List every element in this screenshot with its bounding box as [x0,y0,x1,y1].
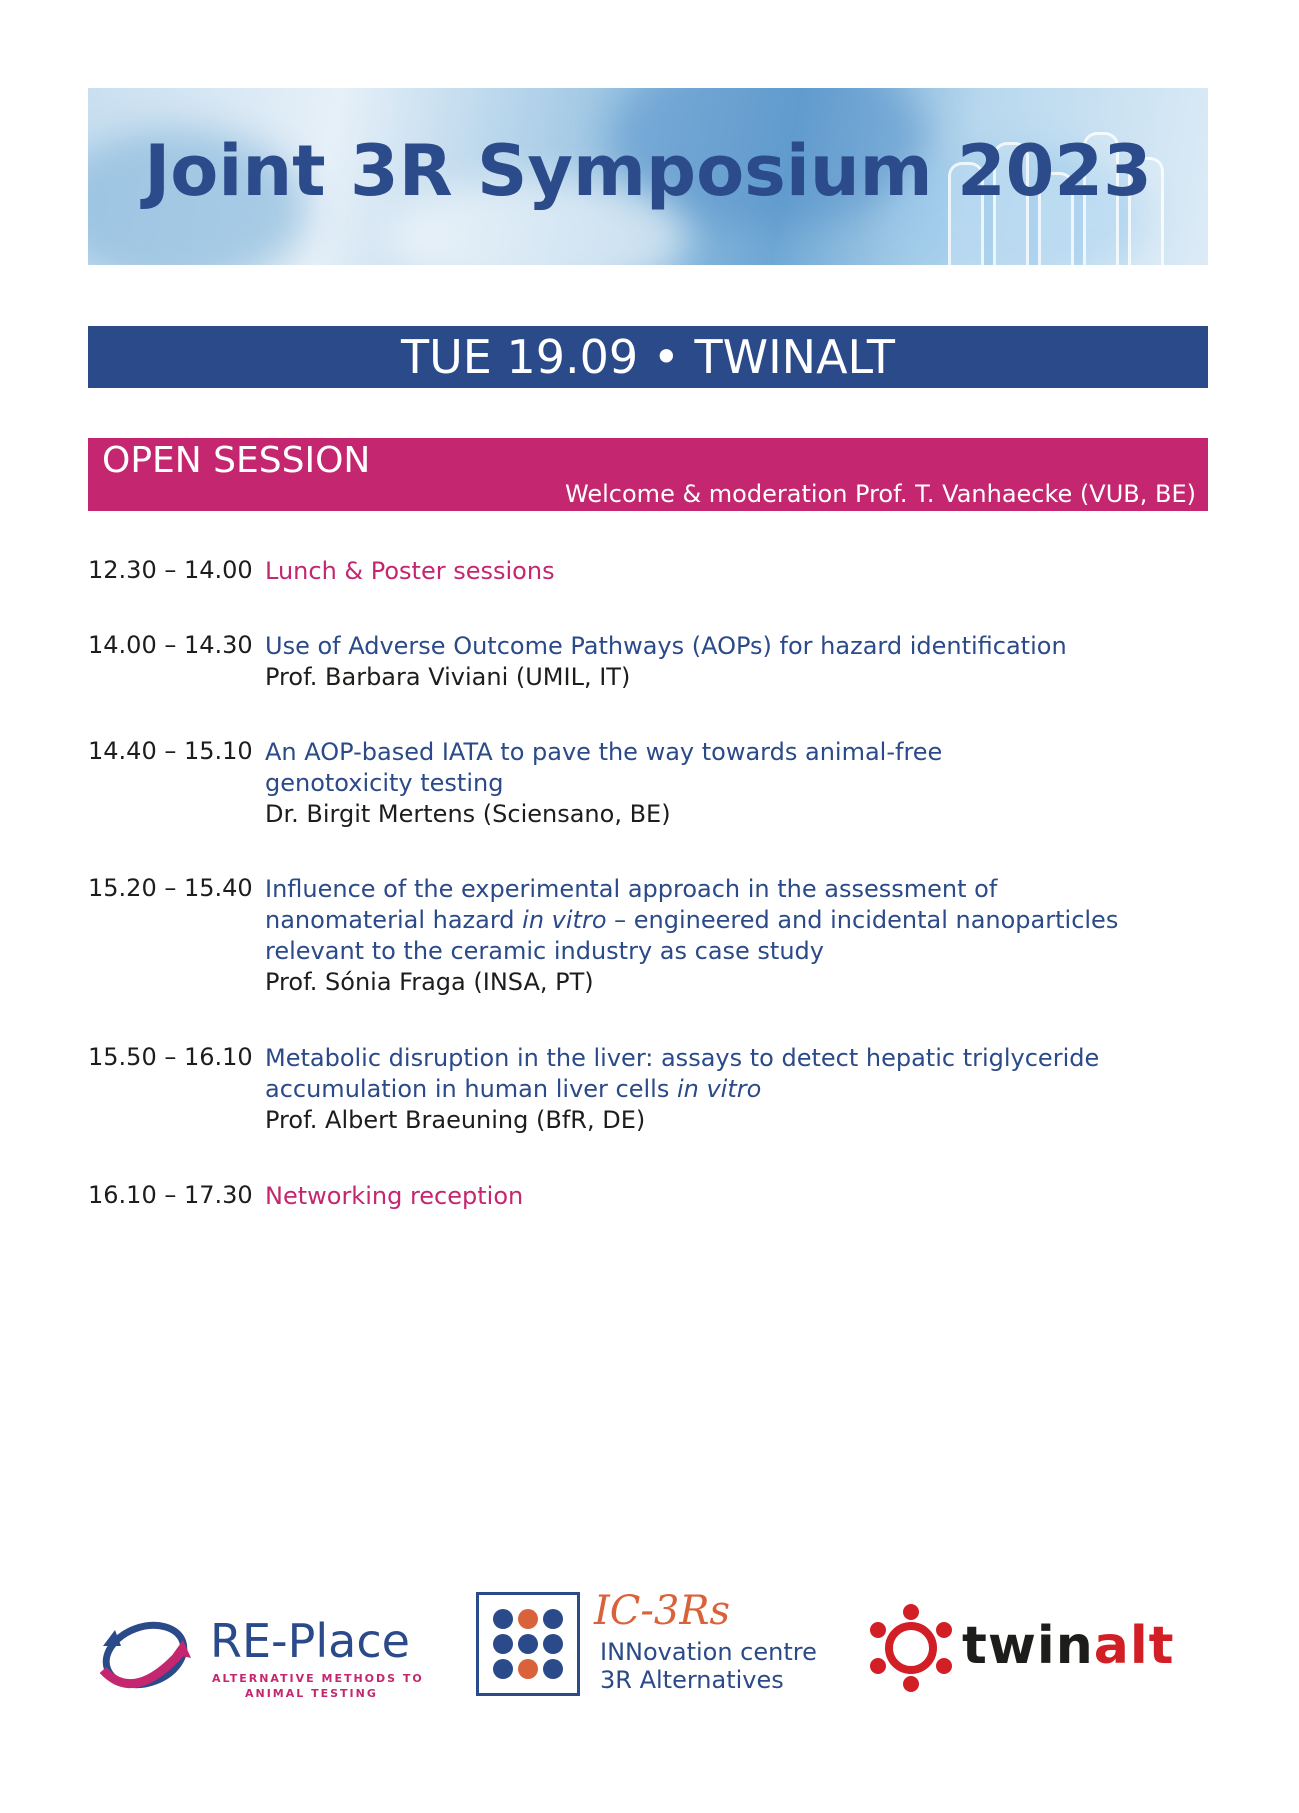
twinalt-people-icon [866,1602,956,1694]
ic3rs-line2: 3R Alternatives [600,1666,784,1694]
session-subtitle: Welcome & moderation Prof. T. Vanhaecke (VUB, BE) [565,480,1196,508]
session-title: OPEN SESSION [102,440,371,481]
program-title: An AOP-based IATA to pave the way towards animal-free [265,738,943,766]
program-title-line2: genotoxicity testing [265,769,504,797]
program-time: 12.30 – 14.00 [88,556,253,584]
twinalt-logo [866,1602,1196,1702]
ic3rs-dots-icon [476,1592,580,1696]
program-speaker: Prof. Barbara Viviani (UMIL, IT) [265,663,631,691]
replace-arrows-icon [95,1610,195,1700]
ic3rs-logo [476,1588,836,1702]
program-title: Lunch & Poster sessions [265,557,555,585]
header-banner [88,88,1208,265]
program-title-line3: relevant to the ceramic industry as case study [265,937,824,965]
program-time: 14.40 – 15.10 [88,737,253,765]
program-speaker: Prof. Albert Braeuning (BfR, DE) [265,1106,646,1134]
program-title: Networking reception [265,1182,524,1210]
replace-tagline: ALTERNATIVE METHODS TO [212,1672,424,1685]
program-speaker: Prof. Sónia Fraga (INSA, PT) [265,968,594,996]
footer-logos [0,1590,1299,1730]
program-time: 16.10 – 17.30 [88,1181,253,1209]
twinalt-name: twinalt [962,1616,1175,1676]
program-time: 15.20 – 15.40 [88,874,253,902]
program-time: 14.00 – 14.30 [88,631,253,659]
replace-tagline-2: ANIMAL TESTING [245,1687,378,1700]
page-title: Joint 3R Symposium 2023 [144,130,1152,212]
program-title: Use of Adverse Outcome Pathways (AOPs) for hazard identification [265,632,1067,660]
program-speaker: Dr. Birgit Mertens (Sciensano, BE) [265,800,671,828]
replace-name: RE-Place [210,1614,410,1668]
program-title: Influence of the experimental approach in the assessment of [265,875,998,903]
ic3rs-name: IC-3Rs [594,1588,731,1634]
program-time: 15.50 – 16.10 [88,1043,253,1071]
day-bar: TUE 19.09 • TWINALT [88,326,1208,388]
program-title: Metabolic disruption in the liver: assays to detect hepatic triglyceride [265,1044,1100,1072]
program-title-line2: nanomaterial hazard in vitro – engineered and incidental nanoparticles [265,906,1119,934]
ic3rs-line1: INNovation centre [600,1638,817,1666]
session-header [88,438,1208,511]
program-title-line2: accumulation in human liver cells in vitro [265,1075,762,1103]
replace-logo [95,1600,425,1710]
